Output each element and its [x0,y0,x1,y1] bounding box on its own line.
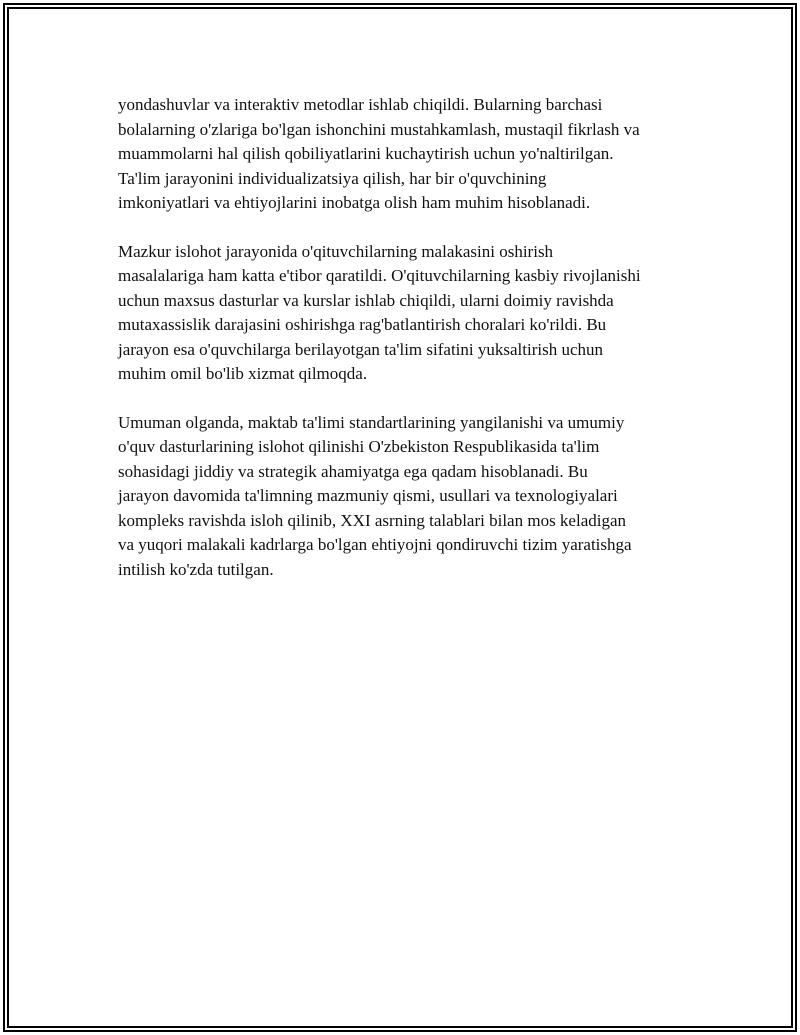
text-line: masalalariga ham katta e'tibor qaratildi. O'qituvchilarning kasbiy rivojlanishi [118,266,641,285]
text-line: muammolarni hal qilish qobiliyatlarini kuchaytirish uchun yo'naltirilgan. [118,144,614,163]
text-line: sohasidagi jiddiy va strategik ahamiyatga ega qadam hisoblanadi. Bu [118,461,588,481]
text-line: kompleks ravishda isloh qilinib, XXI asrning talablari bilan mos keladigan [118,510,627,530]
text-line: jarayon davomida ta'limning mazmuniy qismi, usullari va texnologiyalari [118,486,618,505]
document-body [118,93,688,606]
text-line: jarayon esa o'quvchilarga berilayotgan ta'lim sifatini yuksaltirish uchun [118,339,603,359]
text-line: Mazkur islohot jarayonida o'qituvchilarning malakasini oshirish [118,241,554,261]
text-line: uchun maxsus dasturlar va kurslar ishlab chiqildi, ularni doimiy ravishda [118,290,614,310]
text-line: Umuman olganda, maktab ta'limi standartlarining yangilanishi va umumiy [118,412,625,432]
text-line: muhim omil bo'lib xizmat qilmoqda. [118,364,368,383]
paragraph-3 [118,411,688,583]
text-line: mutaxassislik darajasini oshirishga rag'batlantirish choralari ko'rildi. Bu [118,315,607,334]
text-line: Ta'lim jarayonini individualizatsiya qilish, har bir o'quvchining [118,168,547,188]
text-line: bolalarning o'zlariga bo'lgan ishonchini mustahkamlash, mustaqil fikrlash va [118,119,640,139]
paragraph-2 [118,240,688,387]
text-line: yondashuvlar va interaktiv metodlar ishlab chiqildi. Bularning barchasi [118,95,603,114]
text-line: o'quv dasturlarining islohot qilinishi O'zbekiston Respublikasida ta'lim [118,437,600,456]
text-line: intilish ko'zda tutilgan. [118,559,274,579]
paragraph-1 [118,93,688,216]
text-line: va yuqori malakali kadrlarga bo'lgan ehtiyojni qondiruvchi tizim yaratishga [118,535,632,554]
text-line: imkoniyatlari va ehtiyojlarini inobatga olish ham muhim hisoblanadi. [118,193,591,212]
